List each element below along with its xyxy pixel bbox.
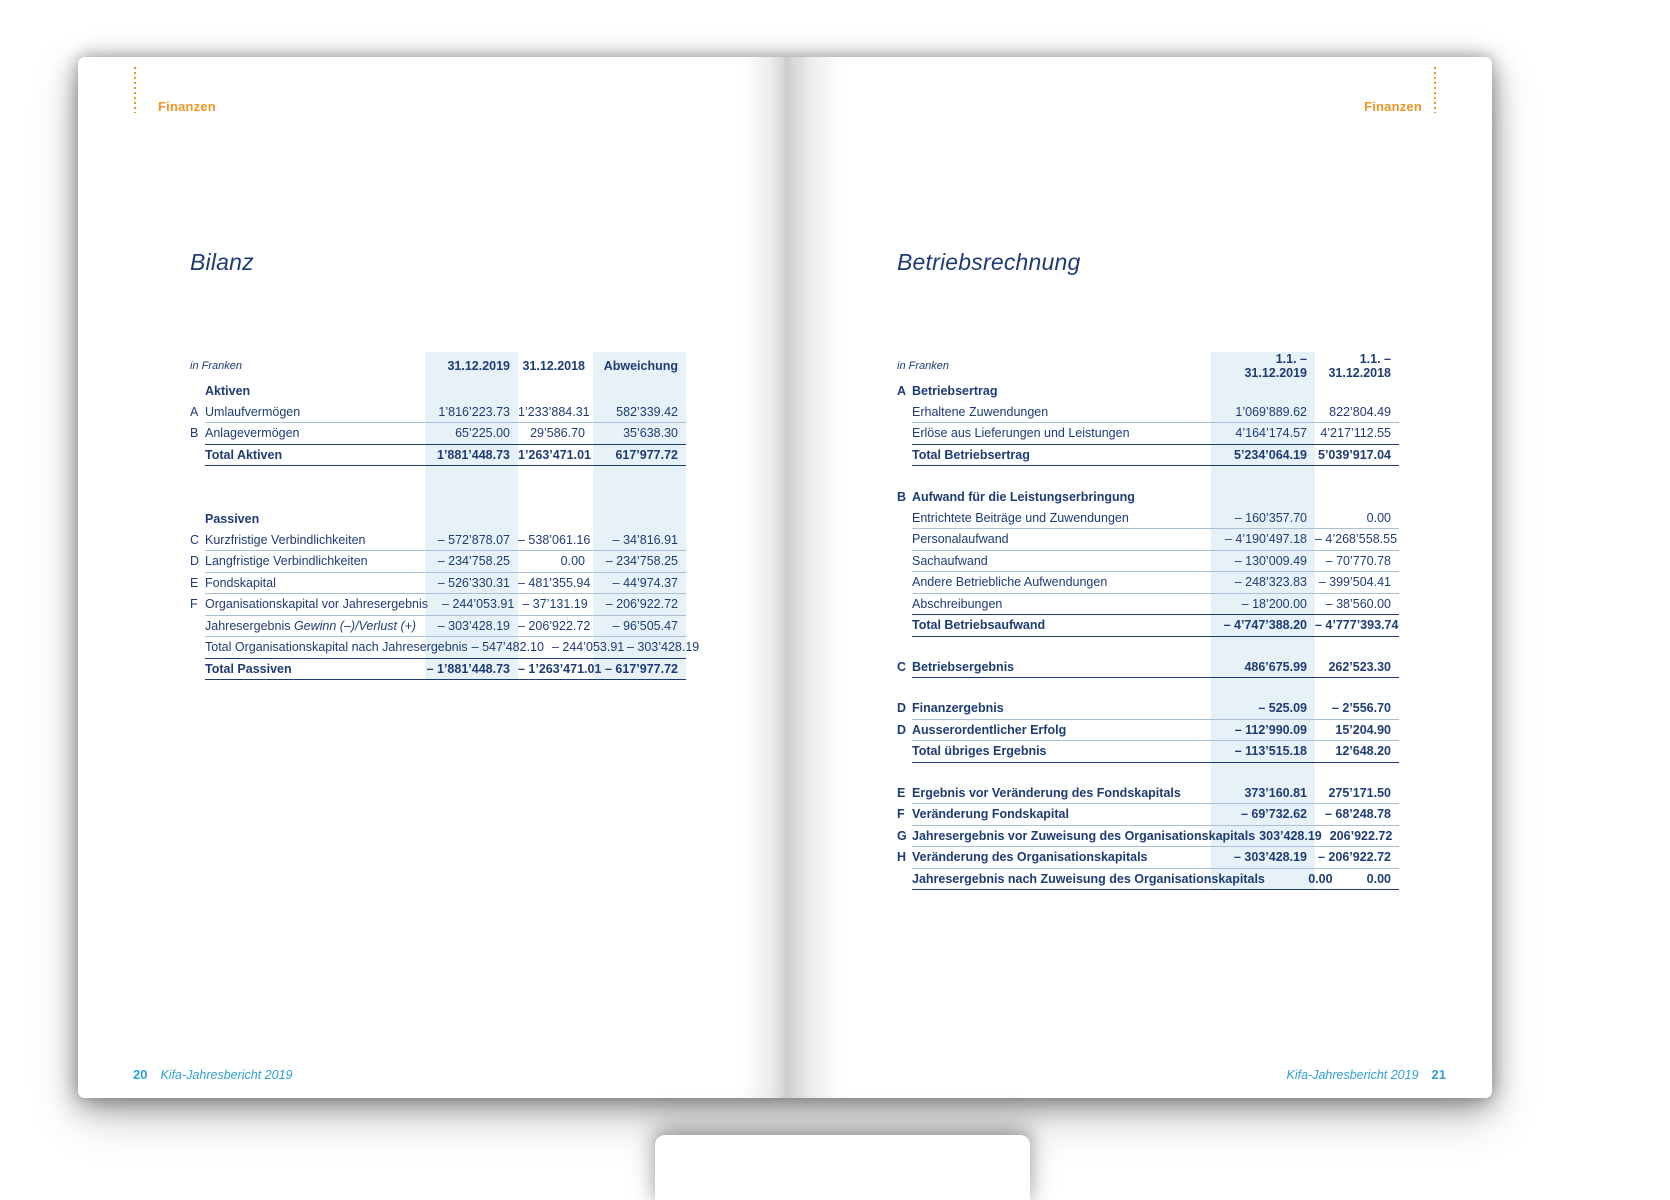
table-header-row	[190, 352, 686, 380]
row-value: 29’586.70	[530, 426, 585, 441]
table-row	[912, 615, 1399, 637]
row-label: Total Passiven	[205, 661, 292, 676]
table-row	[897, 804, 1399, 826]
dotted-accent-line	[1434, 67, 1436, 113]
row-value: – 1’263’471.01	[518, 661, 602, 676]
section-label: Finanzen	[1364, 99, 1422, 114]
row-value: – 206’922.72	[518, 618, 591, 633]
row-value: – 525.09	[1258, 701, 1307, 716]
row-value: – 4’190’497.18	[1224, 532, 1307, 547]
page-title-betriebsrechnung: Betriebsrechnung	[897, 249, 1081, 275]
table-row	[205, 659, 686, 681]
row-value: 0.00	[1366, 510, 1391, 525]
row-label: Personalaufwand	[912, 532, 1009, 547]
column-header-2019: 31.12.2019	[447, 359, 510, 373]
table-row	[912, 423, 1399, 445]
row-value: 4’164’174.57	[1235, 426, 1307, 441]
row-value: – 2’556.70	[1331, 701, 1391, 716]
page-title-bilanz: Bilanz	[190, 249, 254, 275]
row-value: – 303’428.19	[626, 640, 700, 655]
row-letter: F	[190, 597, 198, 612]
row-value: – 96’505.47	[612, 618, 678, 633]
row-value: – 113’515.18	[1234, 744, 1307, 759]
row-value: 1’263’471.01	[518, 447, 591, 462]
row-label: Kurzfristige Verbindlichkeiten	[205, 532, 366, 547]
row-letter: E	[190, 575, 199, 590]
row-label: Betriebsertrag	[912, 383, 998, 398]
row-letter: C	[190, 532, 200, 547]
table-row	[190, 423, 686, 445]
table-row	[912, 402, 1399, 424]
row-label: Jahresergebnis nach Zuweisung des Organisationskapitals	[912, 871, 1265, 886]
table-spacer	[190, 466, 686, 508]
table-row	[912, 594, 1399, 616]
row-label: Passiven	[205, 511, 260, 526]
table-row	[190, 530, 686, 552]
row-value: 822’804.49	[1329, 404, 1391, 419]
row-label: Total Aktiven	[205, 447, 283, 462]
row-value: – 68’248.78	[1324, 807, 1391, 822]
row-label: Abschreibungen	[912, 596, 1003, 611]
column-header-2018: 31.12.2018	[522, 359, 585, 373]
row-label: Total Betriebsaufwand	[912, 618, 1046, 633]
balance-sheet-table	[190, 352, 700, 680]
row-value: – 244’053.91	[442, 597, 515, 612]
table-row	[190, 573, 686, 595]
row-label: Total Organisationskapital nach Jahresergebnis	[205, 640, 468, 655]
row-value: – 112’990.09	[1234, 722, 1307, 737]
table-row	[897, 783, 1399, 805]
table-body	[190, 380, 700, 680]
column-header-2019: 1.1. – 31.12.2019	[1244, 352, 1307, 380]
row-label: Ergebnis vor Veränderung des Fondskapitals	[912, 785, 1181, 800]
row-value: 65’225.00	[455, 426, 510, 441]
row-value: – 244’053.91	[551, 640, 625, 655]
row-value: – 18’200.00	[1241, 596, 1307, 611]
row-value: 5’039’917.04	[1318, 447, 1391, 462]
row-value: – 617’977.72	[605, 661, 678, 676]
table-body	[897, 380, 1399, 890]
row-value: 1’881’448.73	[437, 447, 510, 462]
row-value: – 4’777’393.74	[1315, 618, 1399, 633]
table-spacer	[897, 466, 1399, 486]
table-row	[205, 445, 686, 467]
table-spacer	[897, 763, 1399, 783]
row-label: Aufwand für die Leistungserbringung	[912, 489, 1135, 504]
row-value: – 70’770.78	[1325, 553, 1391, 568]
row-value: – 34’816.91	[612, 532, 678, 547]
row-label: Betriebsergebnis	[912, 659, 1015, 674]
row-value: – 399’504.41	[1318, 575, 1391, 590]
row-value: – 572’878.07	[437, 532, 510, 547]
row-value: 303’428.19	[1259, 828, 1322, 843]
row-label: Total Betriebsertrag	[912, 447, 1030, 462]
table-row	[190, 402, 686, 424]
table-spacer	[897, 637, 1399, 657]
row-value: 206’922.72	[1329, 828, 1393, 843]
row-value: 582’339.42	[616, 404, 678, 419]
report-title: Kifa-Jahresbericht 2019	[160, 1068, 293, 1082]
column-header-2018: 1.1. – 31.12.2018	[1328, 352, 1391, 380]
table-row	[205, 637, 700, 659]
section-label: Finanzen	[158, 99, 216, 114]
row-value: – 481’355.94	[518, 575, 591, 590]
table-row	[912, 869, 1399, 891]
row-label: Sachaufwand	[912, 553, 988, 568]
row-letter: B	[190, 426, 199, 441]
page-footer	[133, 1067, 293, 1082]
table-row	[912, 529, 1399, 551]
table-row	[897, 847, 1399, 869]
table-row	[912, 551, 1399, 573]
row-value: – 4’268’558.55	[1315, 532, 1398, 547]
table-spacer	[897, 678, 1399, 698]
row-label: Anlagevermögen	[205, 426, 300, 441]
row-value: 1’233’884.31	[518, 404, 590, 419]
row-value: 5’234’064.19	[1234, 447, 1307, 462]
column-header-abweichung: Abweichung	[603, 359, 678, 373]
row-label: Fondskapital	[205, 575, 276, 590]
table-row	[912, 572, 1399, 594]
row-label: Erlöse aus Lieferungen und Leistungen	[912, 426, 1130, 441]
row-letter: D	[190, 554, 200, 569]
row-value: – 526’330.31	[437, 575, 510, 590]
row-label: Umlaufvermögen	[205, 404, 301, 419]
table-row	[897, 720, 1399, 742]
unit-label: in Franken	[190, 360, 242, 372]
row-value: – 248’323.83	[1234, 575, 1307, 590]
row-letter: E	[897, 785, 906, 800]
row-value: – 69’732.62	[1240, 807, 1307, 822]
row-letter: A	[897, 383, 907, 398]
table-row	[205, 616, 686, 638]
row-value: – 4’747’388.20	[1223, 618, 1307, 633]
row-value: 0.00	[1308, 871, 1333, 886]
row-letter: D	[897, 701, 907, 716]
row-value: 262’523.30	[1328, 659, 1391, 674]
row-value: 617’977.72	[615, 447, 678, 462]
page-betriebsrechnung	[785, 57, 1492, 1098]
row-value: 1’816’223.73	[438, 404, 510, 419]
row-value: 15’204.90	[1335, 722, 1391, 737]
row-letter: D	[897, 722, 907, 737]
row-value: – 234’758.25	[605, 554, 678, 569]
row-letter: A	[190, 404, 199, 419]
table-row	[897, 486, 1399, 508]
row-label: Jahresergebnis vor Zuweisung des Organisationskapitals	[912, 828, 1256, 843]
row-letter: F	[897, 807, 905, 822]
table-row	[205, 508, 686, 530]
row-value: 0.00	[1366, 871, 1391, 886]
row-value: – 547’482.10	[471, 640, 544, 655]
table-row	[897, 657, 1399, 679]
row-label: Veränderung des Organisationskapitals	[912, 850, 1148, 865]
row-label: Andere Betriebliche Aufwendungen	[912, 575, 1108, 590]
row-letter: H	[897, 850, 907, 865]
table-row	[190, 594, 686, 616]
row-label: Finanzergebnis	[912, 701, 1004, 716]
row-value: 1’069’889.62	[1235, 404, 1307, 419]
row-value: 35’638.30	[623, 426, 678, 441]
row-label: Veränderung Fondskapital	[912, 807, 1069, 822]
row-value: – 303’428.19	[437, 618, 510, 633]
row-value: 275’171.50	[1328, 785, 1391, 800]
row-value: – 303’428.19	[1234, 850, 1307, 865]
row-label: Organisationskapital vor Jahresergebnis	[205, 597, 429, 612]
page-number: 21	[1431, 1067, 1446, 1082]
row-letter: G	[897, 828, 907, 843]
table-row	[897, 698, 1399, 720]
row-value: – 234’758.25	[437, 554, 510, 569]
page-footer	[1287, 1067, 1447, 1082]
table-row	[912, 508, 1399, 530]
table-row	[912, 741, 1399, 763]
row-label: Aktiven	[205, 383, 251, 398]
income-statement-table	[897, 352, 1399, 890]
row-label: Total übriges Ergebnis	[912, 744, 1047, 759]
book-spread	[78, 57, 1492, 1098]
row-value: – 37’131.19	[522, 597, 588, 612]
table-row	[897, 380, 1399, 402]
row-label-italic: Gewinn (–)/Verlust (+)	[290, 618, 417, 633]
page-number: 20	[133, 1067, 148, 1082]
row-label: Erhaltene Zuwendungen	[912, 404, 1049, 419]
row-value: – 1’881’448.73	[426, 661, 510, 676]
row-label: Entrichtete Beiträge und Zuwendungen	[912, 510, 1129, 525]
row-value: 373’160.81	[1244, 785, 1307, 800]
table-row	[190, 551, 686, 573]
row-value: – 160’357.70	[1234, 510, 1307, 525]
table-row	[912, 445, 1399, 467]
row-value: 4’217’112.55	[1320, 426, 1391, 441]
dotted-accent-line	[134, 67, 136, 113]
row-value: – 130’009.49	[1234, 553, 1307, 568]
row-value: – 206’922.72	[605, 597, 678, 612]
table-header-row	[897, 352, 1399, 380]
row-label: Jahresergebnis Gewinn (–)/Verlust (+)	[205, 618, 417, 633]
row-letter: B	[897, 489, 907, 504]
next-page-peek	[655, 1135, 1030, 1200]
row-value: 0.00	[560, 554, 585, 569]
report-title: Kifa-Jahresbericht 2019	[1286, 1068, 1419, 1082]
row-value: – 38’560.00	[1325, 596, 1391, 611]
row-label: Langfristige Verbindlichkeiten	[205, 554, 368, 569]
unit-label: in Franken	[897, 360, 949, 372]
page-bilanz	[78, 57, 785, 1098]
table-row	[897, 826, 1399, 848]
row-value: 12’648.20	[1335, 744, 1391, 759]
table-row	[205, 380, 686, 402]
row-value: 486’675.99	[1244, 659, 1307, 674]
row-value: – 206’922.72	[1318, 850, 1391, 865]
row-letter: C	[897, 659, 907, 674]
row-value: – 538’061.16	[518, 532, 591, 547]
row-value: – 44’974.37	[612, 575, 678, 590]
row-label: Ausserordentlicher Erfolg	[912, 722, 1067, 737]
